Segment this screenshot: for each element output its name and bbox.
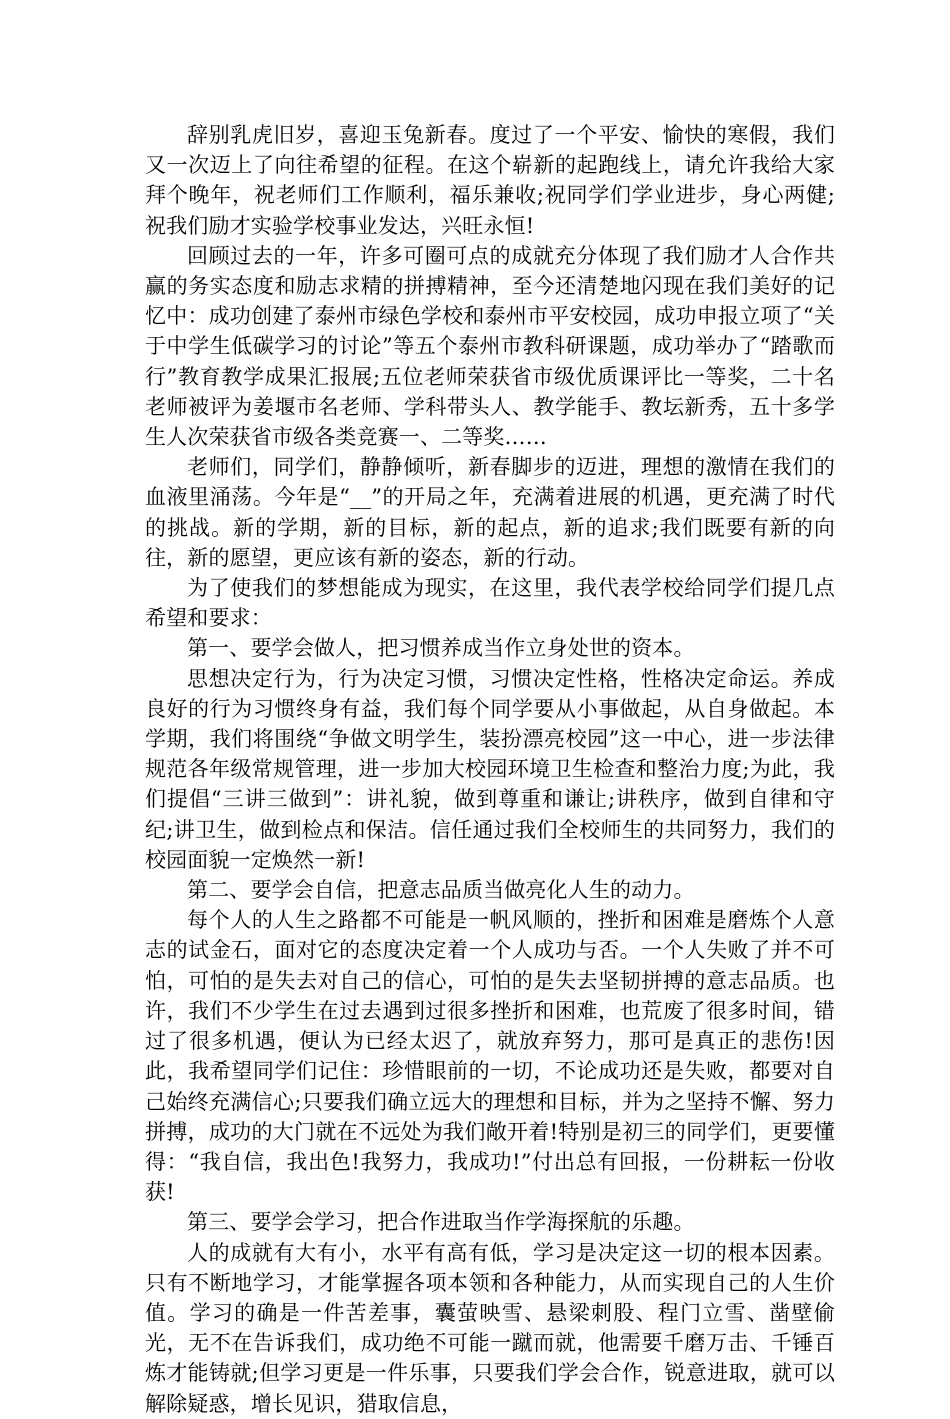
paragraph-habits: 思想决定行为，行为决定习惯，习惯决定性格，性格决定命运。养成良好的行为习惯终身有益，我们每个同学要从小事做起，从自身做起。本学期，我们将围绕“争做文明学生，装扮漂亮校园”这一中心，进一步法律规范各年级常规管理，进一步加大校园环境卫生检查和整治力度;为此，我们提倡“三讲三做到”：讲礼貌，做到尊重和谦让;讲秩序，做到自律和守纪;讲卫生，做到检点和保洁。信任通过我们全校师生的共同努力，我们的校园面貌一定焕然一新! xyxy=(145,666,835,872)
heading-third-point: 第三、要学会学习，把合作进取当作学海探航的乐趣。 xyxy=(187,1210,695,1235)
paragraph-expectations-intro: 为了使我们的梦想能成为现实，在这里，我代表学校给同学们提几点希望和要求： xyxy=(145,576,835,631)
paragraph-review-achievements: 回顾过去的一年，许多可圈可点的成就充分体现了我们励才人合作共赢的务实态度和励志求精的拼搏精神，至今还清楚地闪现在我们美好的记忆中：成功创建了泰州市绿色学校和泰州市平安校园，成功申报立项了“关于中学生低碳学习的讨论”等五个泰州市教科研课题，成功举办了“踏歌而行”教育教学成果汇报展;五位老师荣获省市级优质课评比一等奖，二十名老师被评为姜堰市名老师、学科带头人、教学能手、教坛新秀，五十多学生人次荣获省市级各类竞赛一、二等奖…… xyxy=(145,243,835,450)
paragraph-learning: 人的成就有大有小，水平有高有低，学习是决定这一切的根本因素。只有不断地学习，才能掌握各项本领和各种能力，从而实现自己的人生价值。学习的确是一件苦差事，囊萤映雪、悬梁刺股、程门立雪、凿壁偷光，无不在告诉我们，成功绝不可能一蹴而就，他需要千磨万击、千锤百炼才能铸就;但学习更是一件乐事，只要我们学会合作，锐意进取，就可以解除疑惑，增长见识，猎取信息， xyxy=(145,1240,835,1416)
paragraph-new-semester: 老师们，同学们，静静倾听，新春脚步的迈进，理想的激情在我们的血液里涌荡。今年是“__”的开局之年，充满着进展的机遇，更充满了时代的挑战。新的学期，新的目标，新的起点，新的追求;我们既要有新的向往，新的愿望，更应该有新的姿态，新的行动。 xyxy=(145,455,835,570)
heading-second-point: 第二、要学会自信，把意志品质当做亮化人生的动力。 xyxy=(187,878,695,903)
document-body xyxy=(145,120,835,1419)
paragraph-confidence: 每个人的人生之路都不可能是一帆风顺的，挫折和困难是磨炼个人意志的试金石，面对它的态度决定着一个人成功与否。一个人失败了并不可怕，可怕的是失去对自己的信心，可怕的是失去坚韧拼搏的意志品质。也许，我们不少学生在过去遇到过很多挫折和困难，也荒废了很多时间，错过了很多机遇，便认为已经太迟了，就放弃努力，那可是真正的悲伤!因此，我希望同学们记住：珍惜眼前的一切，不论成功还是失败，都要对自己始终充满信心;只要我们确立远大的理想和目标，并为之坚持不懈、努力拼搏，成功的大门就在不远处为我们敞开着!特别是初三的同学们，更要懂得：“我自信，我出色!我努力，我成功!”付出总有回报，一份耕耘一份收获! xyxy=(145,908,835,1205)
paragraph-new-year-greeting: 辞别乳虎旧岁，喜迎玉兔新春。度过了一个平安、愉快的寒假，我们又一次迈上了向往希望的征程。在这个崭新的起跑线上，请允许我给大家拜个晚年，祝老师们工作顺利，福乐兼收;祝同学们学业进步，身心两健;祝我们励才实验学校事业发达，兴旺永恒! xyxy=(145,123,835,238)
heading-first-point: 第一、要学会做人，把习惯养成当作立身处世的资本。 xyxy=(187,636,695,661)
